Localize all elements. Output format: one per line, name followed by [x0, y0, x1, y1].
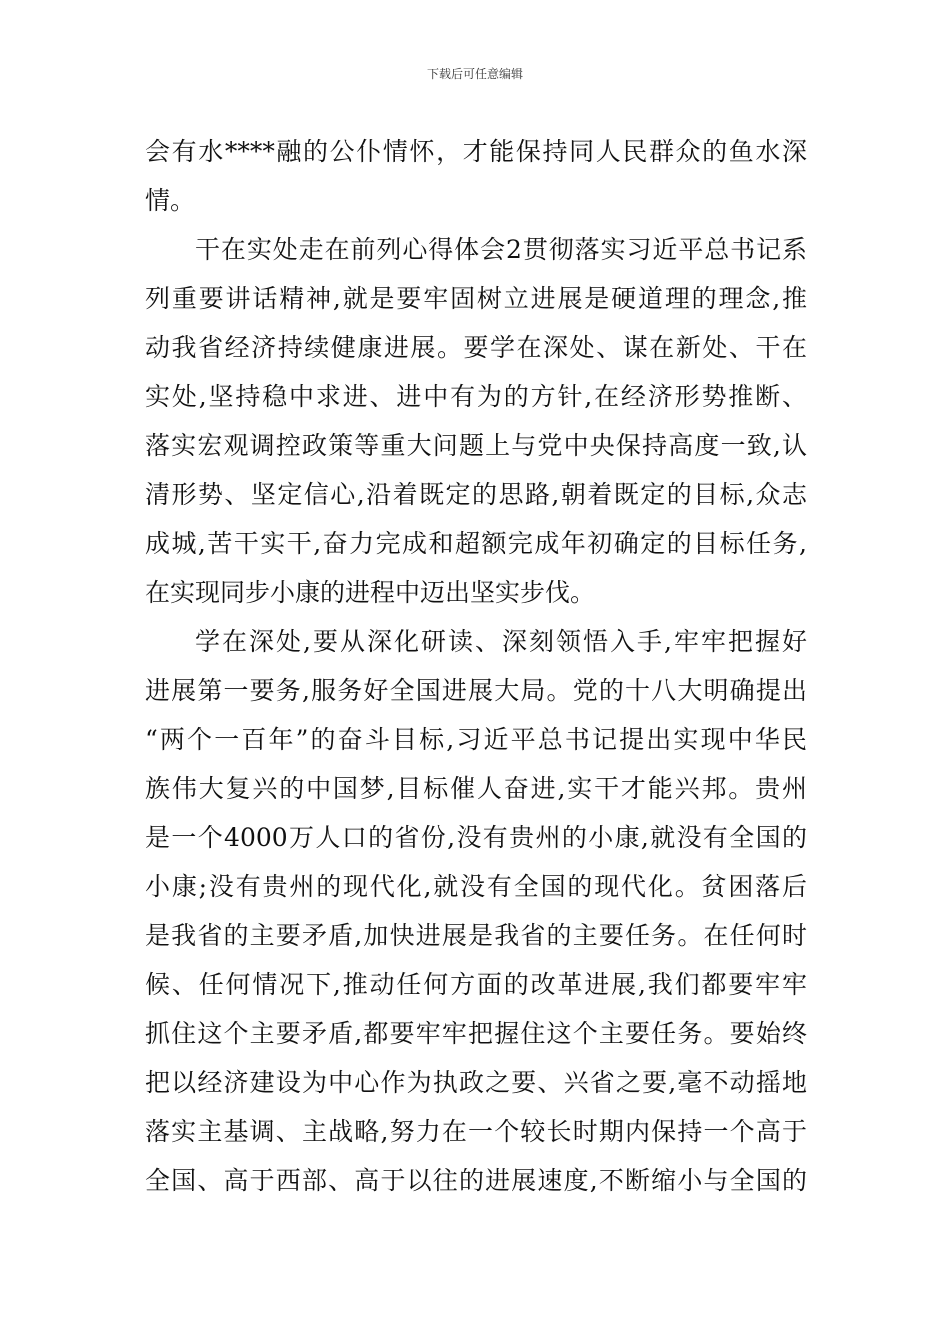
- paragraph-2: [145, 225, 807, 617]
- text-line: 在实现同步小康的进程中迈出坚实步伐。: [145, 578, 596, 607]
- text-line: 实处,坚持稳中求进、进中有为的方针,在经济形势推断、: [145, 382, 807, 411]
- text-line: 列重要讲话精神,就是要牢固树立进展是硬道理的理念,推: [145, 284, 807, 313]
- text-line: 清形势、坚定信心,沿着既定的思路,朝着既定的目标,众志: [145, 480, 807, 509]
- text-line: 干在实处走在前列心得体会2贯彻落实习近平总书记系: [195, 235, 807, 264]
- text-line: 会有水****融的公仆情怀，才能保持同人民群众的鱼水深: [145, 137, 807, 166]
- text-line: 候、任何情况下,推动任何方面的改革进展,我们都要牢牢: [145, 970, 807, 999]
- text-line: 落实主基调、主战略,努力在一个较长时期内保持一个高于: [145, 1117, 807, 1146]
- text-line: “两个一百年”的奋斗目标,习近平总书记提出实现中华民: [145, 725, 807, 754]
- text-line: 动我省经济持续健康进展。要学在深处、谋在新处、干在: [145, 333, 807, 362]
- text-line: 小康;没有贵州的现代化,就没有全国的现代化。贫困落后: [145, 872, 807, 901]
- text-line: 成城,苦干实干,奋力完成和超额完成年初确定的目标任务,: [145, 529, 807, 558]
- text-line: 是一个4000万人口的省份,没有贵州的小康,就没有全国的: [145, 823, 807, 852]
- text-line: 学在深处,要从深化研读、深刻领悟入手,牢牢把握好: [195, 627, 807, 656]
- body-text: [145, 127, 807, 1205]
- text-line: 落实宏观调控政策等重大问题上与党中央保持高度一致,认: [145, 431, 807, 460]
- text-line: 情。: [145, 186, 196, 215]
- text-line: 把以经济建设为中心作为执政之要、兴省之要,毫不动摇地: [145, 1068, 807, 1097]
- text-line: 进展第一要务,服务好全国进展大局。党的十八大明确提出: [145, 676, 807, 705]
- paragraph-1: [145, 127, 807, 225]
- text-line: 全国、高于西部、高于以往的进展速度,不断缩小与全国的: [145, 1166, 807, 1195]
- text-line: 族伟大复兴的中国梦,目标催人奋进,实干才能兴邦。贵州: [145, 774, 807, 803]
- paragraph-3: [145, 617, 807, 1205]
- text-line: 抓住这个主要矛盾,都要牢牢把握住这个主要任务。要始终: [145, 1019, 807, 1048]
- page-header: 下载后可任意编辑: [426, 67, 523, 81]
- text-line: 是我省的主要矛盾,加快进展是我省的主要任务。在任何时: [145, 921, 807, 950]
